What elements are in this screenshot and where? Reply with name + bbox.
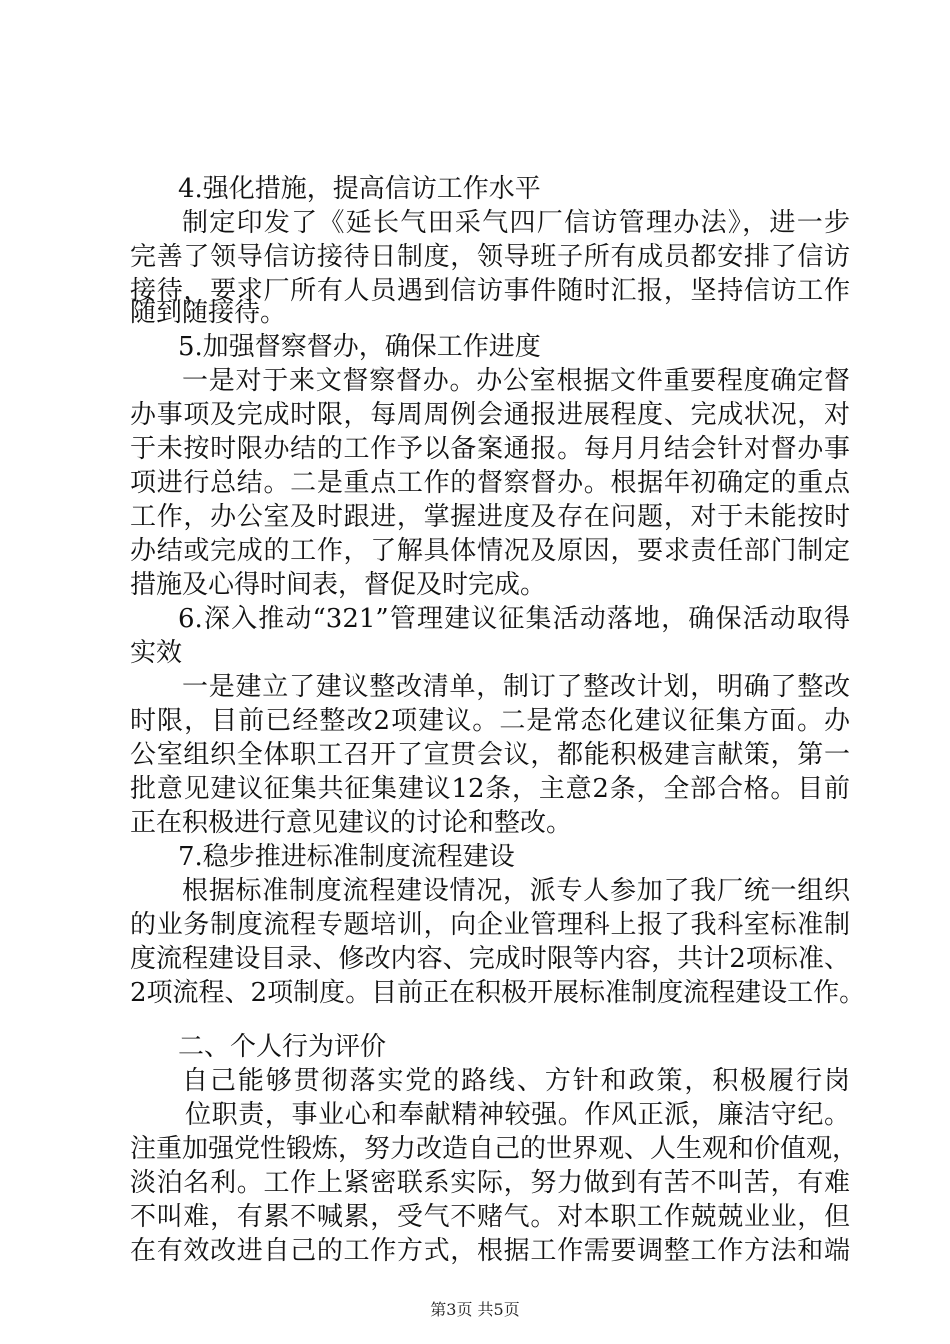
section-heading-continued: 实效 xyxy=(130,638,183,668)
paragraph-line: 制定印发了《延长气田采气四厂信访管理办法》，进一步 xyxy=(182,208,850,238)
paragraph-line: 措施及心得时间表，督促及时完成。 xyxy=(130,570,547,600)
paragraph-line: 的业务制度流程专题培训，向企业管理科上报了我科室标准制 xyxy=(130,910,850,940)
paragraph-line: 项进行总结。二是重点工作的督察督办。根据年初确定的重点 xyxy=(130,468,850,498)
section-heading: 5.加强督察督办，确保工作进度 xyxy=(178,332,541,362)
paragraph-line: 位职责，事业心和奉献精神较强。作风正派，廉洁守纪。 xyxy=(185,1100,850,1130)
paragraph-line: 在有效改进自己的工作方式，根据工作需要调整工作方法和端 xyxy=(130,1236,850,1266)
paragraph-line: 于未按时限办结的工作予以备案通报。每月月结会针对督办事 xyxy=(130,434,850,464)
paragraph-line: 一是建立了建议整改清单，制订了整改计划，明确了整改 xyxy=(182,672,850,702)
paragraph-line: 淡泊名利。工作上紧密联系实际，努力做到有苦不叫苦，有难 xyxy=(130,1168,850,1198)
paragraph-line: 自己能够贯彻落实党的路线、方针和政策，积极履行岗 xyxy=(182,1066,850,1096)
paragraph-line: 时限，目前已经整改2项建议。二是常态化建议征集方面。办 xyxy=(130,706,850,736)
section-heading: 6.深入推动“321”管理建议征集活动落地，确保活动取得 xyxy=(178,604,850,634)
section-heading: 二、个人行为评价 xyxy=(178,1032,387,1062)
paragraph-line: 随到随接待。 xyxy=(130,298,287,328)
paragraph-line: 接待，要求厂所有人员遇到信访事件随时汇报，坚持信访工作 xyxy=(130,276,850,306)
paragraph-line: 一是对于来文督察督办。办公室根据文件重要程度确定督 xyxy=(182,366,850,396)
page-number-footer: 第3页 共5页 xyxy=(430,1300,520,1319)
paragraph-line: 正在积极进行意见建议的讨论和整改。 xyxy=(130,808,573,838)
paragraph-line: 公室组织全体职工召开了宣贯会议，都能积极建言献策，第一 xyxy=(130,740,850,770)
paragraph-line: 注重加强党性锻炼，努力改造自己的世界观、人生观和价值观， xyxy=(130,1134,859,1164)
paragraph-line: 办结或完成的工作，了解具体情况及原因，要求责任部门制定 xyxy=(130,536,850,566)
paragraph-line: 工作，办公室及时跟进，掌握进度及存在问题，对于未能按时 xyxy=(130,502,850,532)
section-heading: 7.稳步推进标准制度流程建设 xyxy=(178,842,515,872)
paragraph-line: 根据标准制度流程建设情况，派专人参加了我厂统一组织 xyxy=(182,876,850,906)
paragraph-line: 2项流程、2项制度。目前正在积极开展标准制度流程建设工作。 xyxy=(130,978,866,1008)
paragraph-line: 办事项及完成时限，每周周例会通报进展程度、完成状况，对 xyxy=(130,400,850,430)
paragraph-line: 不叫难，有累不喊累，受气不赌气。对本职工作兢兢业业，但 xyxy=(130,1202,850,1232)
paragraph-line: 完善了领导信访接待日制度，领导班子所有成员都安排了信访 xyxy=(130,242,850,272)
section-heading: 4.强化措施，提高信访工作水平 xyxy=(178,174,541,204)
paragraph-line: 度流程建设目录、修改内容、完成时限等内容，共计2项标准、 xyxy=(130,944,850,974)
paragraph-line: 批意见建议征集共征集建议12条，主意2条，全部合格。目前 xyxy=(130,774,850,804)
